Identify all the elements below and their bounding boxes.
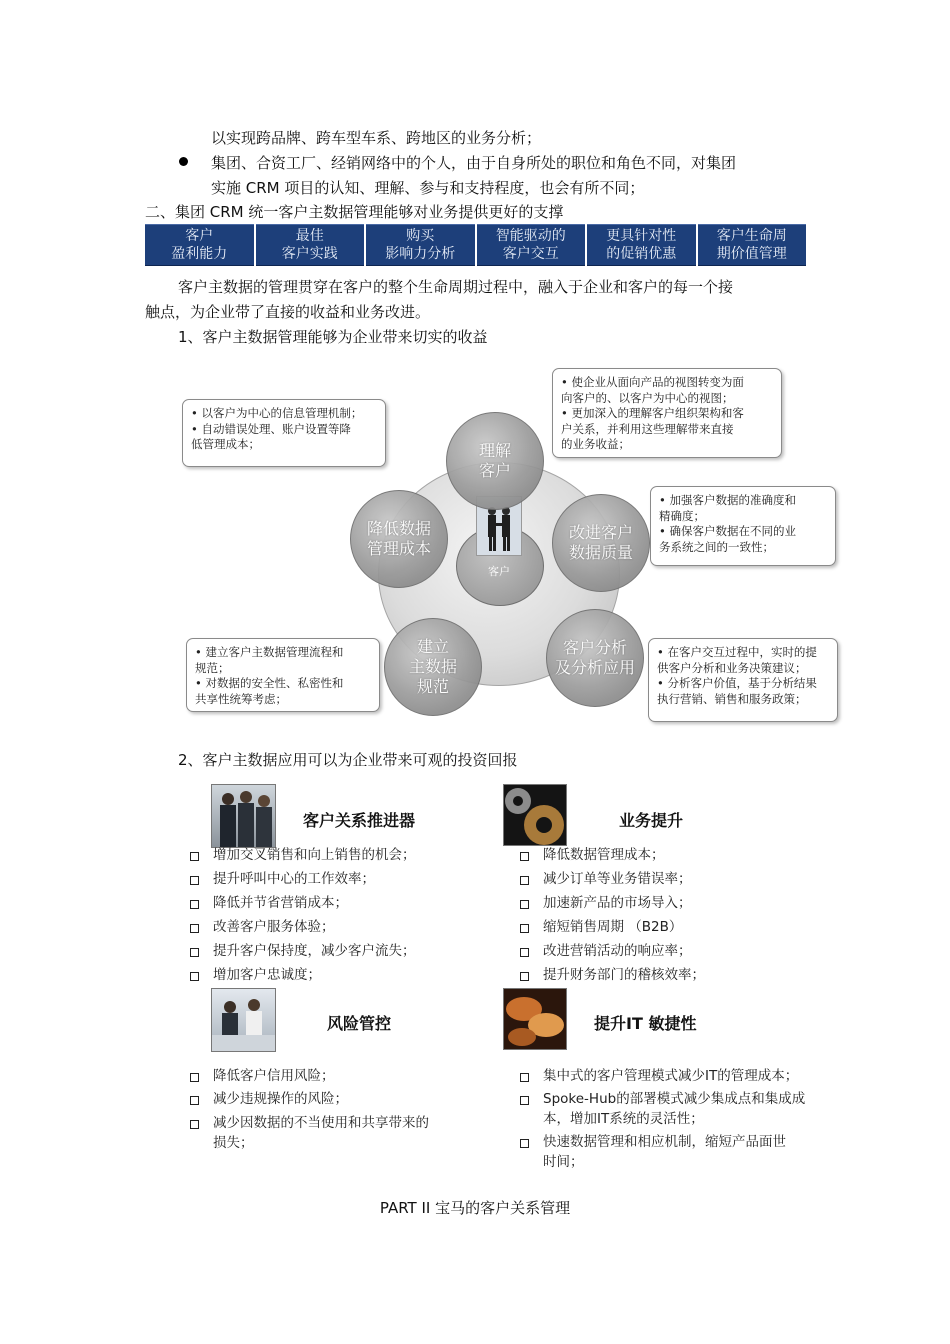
- banner-cell: [698, 224, 807, 266]
- checkbox-icon: [520, 900, 529, 909]
- note-reduce-cost: [182, 399, 386, 467]
- note-line: • 加强客户数据的准确度和: [659, 493, 796, 507]
- copper-rollers-image: [503, 988, 567, 1050]
- banner-line: 期价值管理: [716, 246, 787, 262]
- risk-control-title: 风险管控: [327, 1014, 392, 1033]
- note-line: 户关系，并利用这些理解带来直接: [561, 421, 734, 436]
- banner-line: 盈利能力: [171, 246, 228, 262]
- banner-line: 更具针对性: [606, 228, 677, 244]
- checkbox-icon: [190, 1120, 199, 1129]
- intro-bullet-line-1: 集团、合资工厂、经销网络中的个人，由于自身所处的职位和角色不同，对集团: [211, 154, 737, 172]
- capability-banner: [145, 224, 806, 266]
- gears-image: [503, 784, 567, 846]
- paragraph-line-1: 客户主数据的管理贯穿在客户的整个生命周期过程中，融入于企业和客户的每一个接: [178, 278, 734, 296]
- checkbox-icon: [190, 948, 199, 957]
- banner-cell: [477, 224, 586, 266]
- node-label: 改进客户: [568, 523, 633, 542]
- banner-cell: [366, 224, 475, 266]
- list-item: 快速数据管理和相应机制，缩短产品面世: [543, 1134, 786, 1150]
- crm-accelerator-title: 客户关系推进器: [303, 811, 416, 830]
- list-item: 减少因数据的不当使用和共享带来的: [213, 1115, 429, 1131]
- intro-bullet-line-2: 实施 CRM 项目的认知、理解、参与和支持程度，也会有所不同；: [211, 179, 645, 197]
- node-label: 及分析应用: [554, 658, 635, 677]
- list-item-continued: 损失；: [213, 1135, 254, 1151]
- node-label: 主数据: [408, 657, 457, 676]
- note-line: 执行营销、销售和服务政策；: [657, 691, 807, 706]
- node-understand-customer: [446, 412, 544, 510]
- node-label: 理解: [478, 441, 511, 460]
- list-item: 增加交叉销售和向上销售的机会；: [213, 847, 416, 863]
- node-label: 规范: [416, 677, 449, 696]
- checkbox-icon: [190, 972, 199, 981]
- note-line: • 建立客户主数据管理流程和: [195, 645, 344, 659]
- list-item-continued: 本，增加IT系统的灵活性；: [543, 1111, 704, 1127]
- intro-continued-line: 以实现跨品牌、跨车型车系、跨地区的业务分析；: [211, 129, 542, 147]
- list-item: 增加客户忠诚度；: [213, 967, 321, 983]
- node-improve-data-quality: [552, 494, 650, 592]
- list-item: 集中式的客户管理模式减少IT的管理成本；: [543, 1068, 799, 1084]
- business-improvement-title: 业务提升: [619, 811, 684, 830]
- checkbox-icon: [190, 924, 199, 933]
- checkbox-icon: [520, 1073, 529, 1082]
- checkbox-icon: [190, 900, 199, 909]
- list-item: 降低数据管理成本；: [543, 847, 665, 863]
- banner-line: 智能驱动的: [495, 228, 566, 244]
- checkbox-icon: [190, 852, 199, 861]
- banner-line: 的促销优惠: [606, 246, 677, 262]
- note-line: 的业务收益；: [561, 437, 630, 451]
- list-item: 降低并节省营销成本；: [213, 895, 348, 911]
- note-line: 规范；: [195, 660, 230, 675]
- note-line: • 确保客户数据在不同的业: [659, 524, 796, 538]
- note-understand-customer: [552, 368, 782, 458]
- list-item: 加速新产品的市场导入；: [543, 895, 692, 911]
- node-label: 客户分析: [562, 638, 627, 657]
- it-agility-title: 提升IT 敏捷性: [594, 1014, 697, 1033]
- banner-line: 客户交互: [502, 246, 559, 262]
- bullet-dot-icon: [179, 157, 188, 166]
- checkbox-icon: [520, 876, 529, 885]
- checkbox-icon: [190, 876, 199, 885]
- note-line: • 更加深入的理解客户组织架构和客: [561, 406, 744, 420]
- note-line: • 分析客户价值，基于分析结果: [657, 676, 817, 690]
- list-item: 提升呼叫中心的工作效率；: [213, 871, 375, 887]
- section-2-heading: 二、集团 CRM 统一客户主数据管理能够对业务提供更好的支撑: [145, 203, 564, 221]
- list-item: 缩短销售周期 （B2B）: [543, 919, 683, 935]
- note-line: 向客户的、以客户为中心的视图；: [561, 390, 734, 405]
- node-reduce-data-cost: [350, 490, 448, 588]
- node-label: 建立: [416, 637, 449, 656]
- list-item: 提升财务部门的稽核效率；: [543, 967, 705, 983]
- banner-cell: [145, 224, 254, 266]
- note-master-data-standard: [186, 638, 380, 712]
- checkbox-icon: [190, 1096, 199, 1105]
- note-line: • 以客户为中心的信息管理机制；: [191, 406, 363, 420]
- node-label: 降低数据: [366, 519, 431, 538]
- checkbox-icon: [190, 1073, 199, 1082]
- subheading-2: 2、客户主数据应用可以为企业带来可观的投资回报: [178, 751, 518, 769]
- center-customer-label: 客户: [488, 565, 510, 578]
- checkbox-icon: [520, 972, 529, 981]
- subheading-1: 1、客户主数据管理能够为企业带来切实的收益: [178, 328, 488, 346]
- list-item: 提升客户保持度，减少客户流失；: [213, 943, 416, 959]
- list-item: 改进营销活动的响应率；: [543, 943, 692, 959]
- note-customer-analysis: [648, 638, 838, 722]
- note-line: 务系统之间的一致性；: [659, 539, 774, 554]
- note-line: 精确度；: [659, 508, 705, 523]
- note-data-quality: [650, 486, 836, 566]
- checkbox-icon: [520, 1096, 529, 1105]
- node-label: 管理成本: [366, 539, 431, 558]
- node-master-data-standard: [384, 618, 482, 716]
- note-line: 共享性统筹考虑；: [195, 691, 287, 706]
- banner-line: 最佳: [295, 228, 324, 244]
- list-item: 减少违规操作的风险；: [213, 1091, 348, 1107]
- checkbox-icon: [520, 948, 529, 957]
- node-customer-analysis: [546, 609, 644, 707]
- checkbox-icon: [520, 1139, 529, 1148]
- list-item-continued: 时间；: [543, 1154, 584, 1170]
- node-label: 客户: [478, 461, 511, 480]
- list-item: 降低客户信用风险；: [213, 1068, 335, 1084]
- checkbox-icon: [520, 924, 529, 933]
- note-line: 低管理成本；: [191, 437, 260, 451]
- note-line: • 在客户交互过程中，实时的提: [657, 645, 817, 659]
- banner-line: 客户实践: [281, 246, 338, 262]
- note-line: • 对数据的安全性、私密性和: [195, 676, 344, 690]
- checkbox-icon: [520, 852, 529, 861]
- paragraph-line-2: 触点，为企业带了直接的收益和业务改进。: [145, 303, 431, 321]
- banner-line: 影响力分析: [385, 246, 456, 262]
- meeting-image: [211, 988, 276, 1052]
- part-footer-title: PART II 宝马的客户关系管理: [379, 1199, 571, 1217]
- node-label: 数据质量: [568, 543, 633, 562]
- banner-line: 购买: [406, 228, 435, 244]
- note-line: • 使企业从面向产品的视图转变为面: [561, 375, 744, 389]
- banner-line: 客户: [185, 228, 214, 244]
- banner-cell: [587, 224, 696, 266]
- note-line: 供客户分析和业务决策建议；: [657, 660, 807, 675]
- banner-line: 客户生命周: [716, 228, 787, 244]
- list-item: 改善客户服务体验；: [213, 919, 335, 935]
- list-item: Spoke-Hub的部署模式减少集成点和集成成: [543, 1091, 806, 1107]
- note-line: • 自动错误处理、账户设置等降: [191, 421, 351, 436]
- banner-cell: [256, 224, 365, 266]
- list-item: 减少订单等业务错误率；: [543, 871, 692, 887]
- business-team-image: [211, 784, 276, 848]
